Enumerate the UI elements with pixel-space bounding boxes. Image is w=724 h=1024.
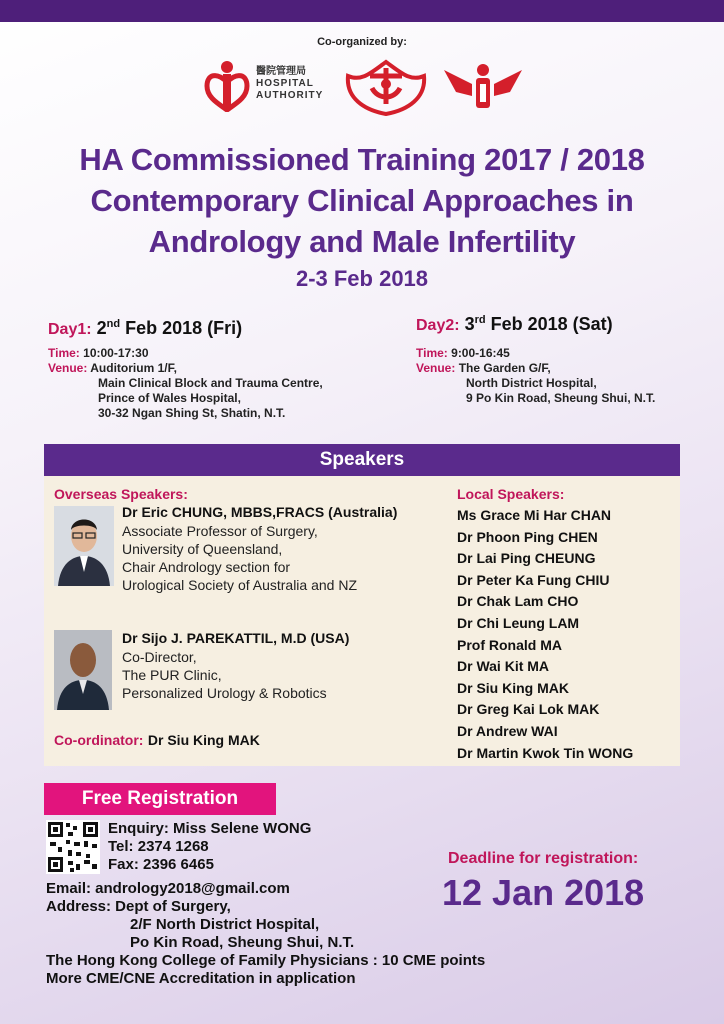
speaker1-block: [122, 504, 397, 594]
list-item: Ms Grace Mi Har CHAN: [457, 507, 612, 523]
day1-label: Day1:: [48, 321, 92, 338]
day2-date-num: 3: [464, 314, 475, 334]
day1-venue-1: Auditorium 1/F,: [90, 361, 177, 375]
wings-emblem-logo: [442, 62, 524, 117]
day2-time-label: Time:: [416, 346, 448, 360]
title-line-2: Contemporary Clinical Approaches in: [90, 183, 634, 218]
top-banner-bar: [0, 0, 724, 22]
ha-english-line1: HOSPITAL: [256, 78, 314, 89]
deadline-label: Deadline for registration:: [448, 850, 639, 867]
list-item: Dr Greg Kai Lok MAK: [457, 701, 600, 718]
ha-chinese-name: 醫院管理局: [256, 66, 306, 77]
day2-label: Day2:: [416, 317, 460, 334]
day2-date-rest: Feb 2018 (Sat): [490, 314, 613, 334]
day1-venue-label: Venue:: [48, 361, 88, 375]
speaker2-desc-2: The PUR Clinic,: [122, 667, 222, 683]
day2-date-sup: rd: [474, 314, 486, 326]
day2-venue-label: Venue:: [416, 361, 456, 375]
list-item: Dr Peter Ka Fung CHIU: [457, 571, 610, 588]
address-line-2: 2/F North District Hospital,: [130, 916, 320, 933]
speaker1-name: Dr Eric CHUNG, MBBS,FRACS (Australia): [122, 504, 398, 520]
address-line-3: Po Kin Road, Sheung Shui, N.T.: [130, 934, 355, 951]
day2-venue-3: 9 Po Kin Road, Sheung Shui, N.T.: [466, 391, 656, 405]
speaker2-name: Dr Sijo J. PAREKATTIL, M.D (USA): [122, 630, 350, 646]
speaker1-desc-3: Chair Andrology section for: [122, 559, 291, 575]
event-dates: 2-3 Feb 2018: [295, 266, 429, 291]
ha-english-line2: AUTHORITY: [256, 90, 324, 101]
day2-venue-2: North District Hospital,: [466, 376, 597, 390]
college-crest-logo: [344, 58, 428, 121]
enquiry-block: [108, 820, 311, 874]
list-item: Dr Lai Ping CHEUNG: [457, 550, 596, 567]
day1-date-sup: nd: [106, 318, 121, 330]
list-item: Dr Andrew WAI: [457, 722, 558, 739]
qr-code[interactable]: [46, 820, 100, 879]
speaker2-photo: [54, 630, 112, 710]
person-portrait-icon: [54, 506, 114, 586]
coorganized-label: Co-organized by:: [317, 36, 407, 48]
day1-details: [48, 346, 323, 421]
overseas-speakers-label: Overseas Speakers:: [54, 486, 188, 502]
speaker2-block: [122, 630, 349, 702]
day1-date-num: 2: [96, 318, 107, 338]
enquiry-contact: Enquiry: Miss Selene WONG: [108, 820, 312, 837]
speaker1-desc-1: Associate Professor of Surgery,: [122, 523, 318, 539]
telephone: Tel: 2374 1268: [108, 838, 209, 855]
day1-venue-4: 30-32 Ngan Shing St, Shatin, N.T.: [98, 406, 286, 420]
day1-heading: [48, 318, 242, 339]
day2-venue-1: The Garden G/F,: [458, 361, 551, 375]
fax: Fax: 2396 6465: [108, 856, 214, 873]
free-registration-heading: Free Registration: [44, 783, 276, 815]
hospital-authority-emblem-icon: [203, 60, 251, 112]
list-item: Dr Chi Leung LAM: [457, 614, 580, 631]
list-item: Dr Siu King MAK: [457, 679, 569, 696]
title-line-1: HA Commissioned Training 2017 / 2018: [79, 142, 645, 177]
day1-time-label: Time:: [48, 346, 80, 360]
list-item: Prof Ronald MA: [457, 636, 562, 653]
qr-code-icon: [46, 820, 100, 874]
local-speakers-list: [457, 505, 633, 764]
hospital-authority-logo: [203, 60, 251, 117]
wings-icon: [442, 62, 524, 112]
cme-points: The Hong Kong College of Family Physicians : 10 CME points: [46, 952, 486, 969]
person-portrait-icon: [54, 630, 112, 710]
list-item: Dr Phoon Ping CHEN: [457, 528, 598, 545]
cne-accreditation: More CME/CNE Accreditation in application: [46, 970, 356, 987]
list-item: Dr Chak Lam CHO: [457, 593, 579, 610]
hospital-authority-text: [256, 66, 323, 102]
coordinator-name: Dr Siu King MAK: [147, 732, 260, 748]
speaker1-photo: [54, 506, 114, 586]
email[interactable]: Email: andrology2018@gmail.com: [46, 880, 290, 897]
crest-icon: [344, 58, 428, 116]
coordinator-line: [54, 732, 260, 750]
day2-time: 9:00-16:45: [451, 346, 510, 360]
day2-heading: [416, 314, 613, 335]
day1-date-rest: Feb 2018 (Fri): [125, 318, 243, 338]
title-line-3: Andrology and Male Infertility: [148, 224, 576, 259]
speaker2-desc-3: Personalized Urology & Robotics: [122, 685, 327, 701]
day1-venue-3: Prince of Wales Hospital,: [98, 391, 241, 405]
list-item: Dr Martin Kwok Tin WONG: [457, 744, 634, 761]
speakers-heading: Speakers: [44, 444, 680, 476]
day1-venue-2: Main Clinical Block and Trauma Centre,: [98, 376, 323, 390]
deadline-date: 12 Jan 2018: [442, 872, 645, 913]
day1-time: 10:00-17:30: [83, 346, 149, 360]
coordinator-label: Co-ordinator:: [54, 732, 144, 748]
speaker2-desc-1: Co-Director,: [122, 649, 197, 665]
address-block: [46, 880, 485, 988]
day2-details: [416, 346, 655, 406]
local-speakers-label: Local Speakers:: [457, 486, 565, 502]
speaker1-desc-4: Urological Society of Australia and NZ: [122, 577, 357, 593]
list-item: Dr Wai Kit MA: [457, 658, 550, 675]
address-line-1: Address: Dept of Surgery,: [46, 898, 231, 915]
speaker1-desc-2: University of Queensland,: [122, 541, 283, 557]
